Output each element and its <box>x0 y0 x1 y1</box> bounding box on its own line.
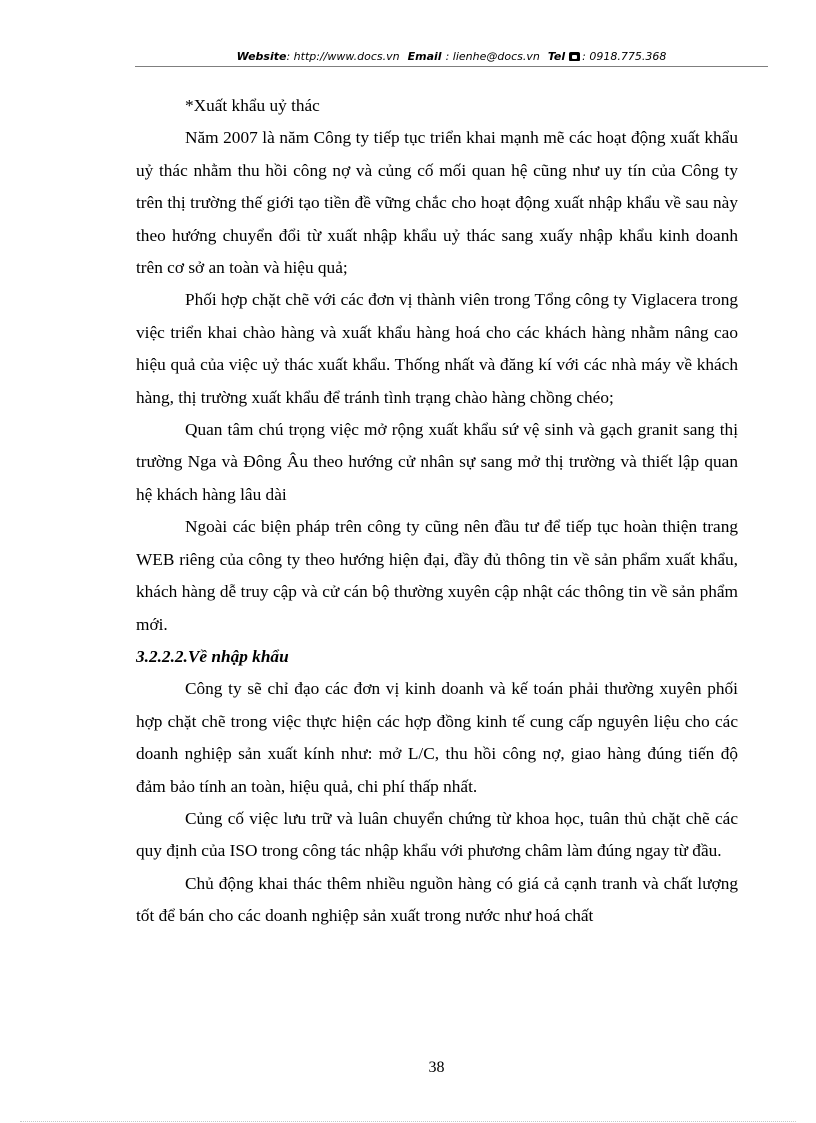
paragraph: Năm 2007 là năm Công ty tiếp tục triển khai mạnh mẽ các hoạt động xuất khẩu uỷ thác nhằm thu hồi công nợ và củng cố mối quan hệ cũng như uy tín của Công ty trên thị trường thế giới tạo tiền đề vững chắc cho hoạt động xuất nhập khẩu về sau này theo hướng chuyển đổi từ xuất nhập khẩu uỷ thác sang xuấy nhập khẩu kinh doanh trên cơ sở an toàn và hiệu quả; <box>136 128 738 278</box>
paragraph: Chủ động khai thác thêm nhiều nguồn hàng có giá cả cạnh tranh và chất lượng tốt để bán cho các doanh nghiệp sản xuất trong nước như hoá chất <box>136 873 738 926</box>
header-divider <box>135 66 768 67</box>
page-bottom-border <box>20 1121 796 1122</box>
tel-label: Tel <box>547 50 566 63</box>
email-value: : lienhe@docs.vn <box>445 50 540 63</box>
paragraph: Quan tâm chú trọng việc mở rộng xuất khẩu sứ vệ sinh và gạch granit sang thị trường Nga và Đông Âu theo hướng cử nhân sự sang mở thị trường và thiết lập quan hệ khách hàng lâu dài <box>136 420 738 504</box>
paragraph: Phối hợp chặt chẽ với các đơn vị thành viên trong Tổng công ty Viglacera trong việc triển khai chào hàng và xuất khẩu hàng hoá cho các khách hàng nhằm nâng cao hiệu quả của việc uỷ thác xuất khẩu. Thống nhất và đăng kí với các nhà máy về khách hàng, thị trường xuất khẩu để tránh tình trạng chào hàng chồng chéo; <box>136 290 738 407</box>
tel-value: : 0918.775.368 <box>582 50 667 63</box>
section-heading: 3.2.2.2.Về nhập khẩu <box>136 646 289 666</box>
page-number: 38 <box>428 1059 445 1076</box>
phone-icon <box>569 52 580 61</box>
paragraph: Công ty sẽ chỉ đạo các đơn vị kinh doanh và kế toán phải thường xuyên phối hợp chặt chẽ trong việc thực hiện các hợp đồng kinh tế cung cấp nguyên liệu cho các doanh nghiệp sản xuất kính như: mở L/C, thu hồi công nợ, giao hàng đúng tiến độ đảm bảo tính an toàn, hiệu quả, chi phí thấp nhất. <box>136 679 738 796</box>
page-header <box>135 48 768 66</box>
paragraph: Củng cố việc lưu trữ và luân chuyển chứng từ khoa học, tuân thủ chặt chẽ các quy định của ISO trong công tác nhập khẩu với phương châm làm đúng ngay từ đầu. <box>136 808 738 861</box>
website-value: : http://www.docs.vn <box>286 50 400 63</box>
document-body <box>136 90 738 933</box>
paragraph: Ngoài các biện pháp trên công ty cũng nên đầu tư để tiếp tục hoàn thiện trang WEB riêng của công ty theo hướng hiện đại, đầy đủ thông tin về sản phẩm xuất khẩu, khách hàng dễ truy cập và cử cán bộ thường xuyên cập nhật các thông tin về sản phẩm mới. <box>136 517 738 634</box>
website-label: Website <box>236 50 287 63</box>
section-label: *Xuất khẩu uỷ thác <box>185 96 320 115</box>
email-label: Email <box>407 50 442 63</box>
